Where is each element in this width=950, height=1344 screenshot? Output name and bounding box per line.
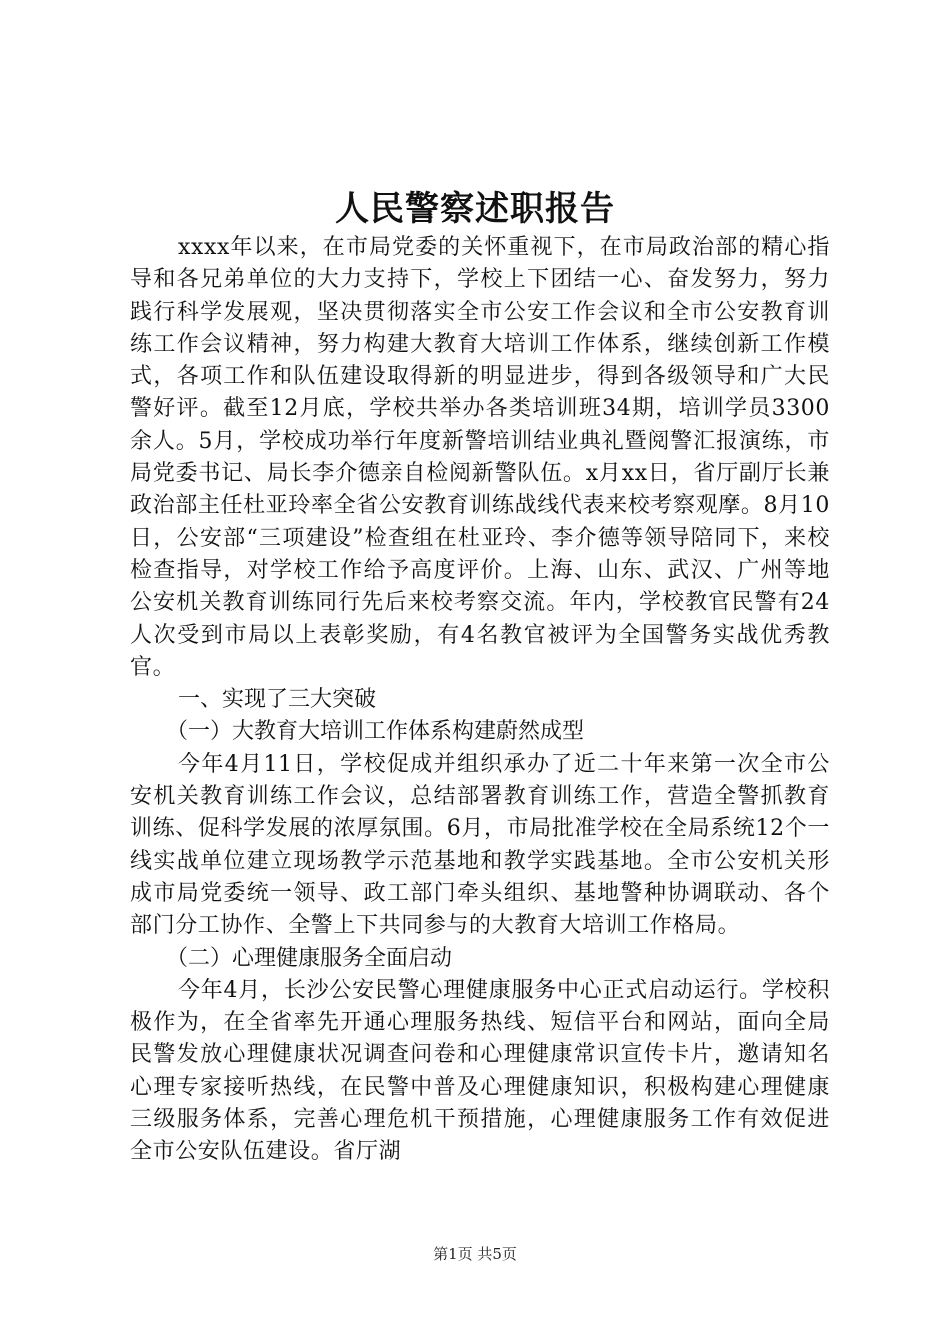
- subsection-2-paragraph: 今年4月，长沙公安民警心理健康服务中心正式启动运行。学校积极作为，在全省率先开通心理服务热线、短信平台和网站，面向全局民警发放心理健康状况调查问卷和心理健康常识宣传卡片，邀请知名心理专家接听热线，在民警中普及心理健康知识，积极构建心理健康三级服务体系，完善心理危机干预措施，心理健康服务工作有效促进全市公安队伍建设。省厅湖: [130, 977, 830, 1165]
- document-title: 人民警察述职报告: [335, 189, 615, 229]
- subsection-heading-1: （一）大教育大培训工作体系构建蔚然成型: [166, 719, 585, 745]
- intro-paragraph: xxxx年以来，在市局党委的关怀重视下，在市局政治部的精心指导和各兄弟单位的大力支持下，学校上下团结一心、奋发努力，努力践行科学发展观，坚决贯彻落实全市公安工作会议和全市公安教育训练工作会议精神，努力构建大教育大培训工作体系，继续创新工作模式，各项工作和队伍建设取得新的明显进步，得到各级领导和广大民警好评。截至12月底，学校共举办各类培训班34期，培训学员3300余人。5月，学校成功举行年度新警培训结业典礼暨阅警汇报演练，市局党委书记、局长李介德亲自检阅新警队伍。x月xx日，省厅副厅长兼政治部主任杜亚玲率全省公安教育训练战线代表来校考察观摩。8月10日，公安部“三项建设”检查组在杜亚玲、李介德等领导陪同下，来校检查指导，对学校工作给予高度评价。上海、山东、武汉、广州等地公安机关教育训练同行先后来校考察交流。年内，学校教官民警有24人次受到市局以上表彰奖励，有4名教官被评为全国警务实战优秀教官。: [130, 235, 830, 680]
- page-footer: 第1页 共5页: [433, 1245, 517, 1263]
- document-body: [130, 232, 830, 1169]
- subsection-heading-2: （二）心理健康服务全面启动: [166, 945, 453, 971]
- section-heading-1: 一、实现了三大突破: [178, 687, 377, 713]
- subsection-1-paragraph: 今年4月11日，学校促成并组织承办了近二十年来第一次全市公安机关教育训练工作会议，总结部署教育训练工作，营造全警抓教育训练、促科学发展的浓厚氛围。6月，市局批准学校在全局系统12个一线实战单位建立现场教学示范基地和教学实践基地。全市公安机关形成市局党委统一领导、政工部门牵头组织、基地警种协调联动、各个部门分工协作、全警上下共同参与的大教育大培训工作格局。: [130, 751, 830, 939]
